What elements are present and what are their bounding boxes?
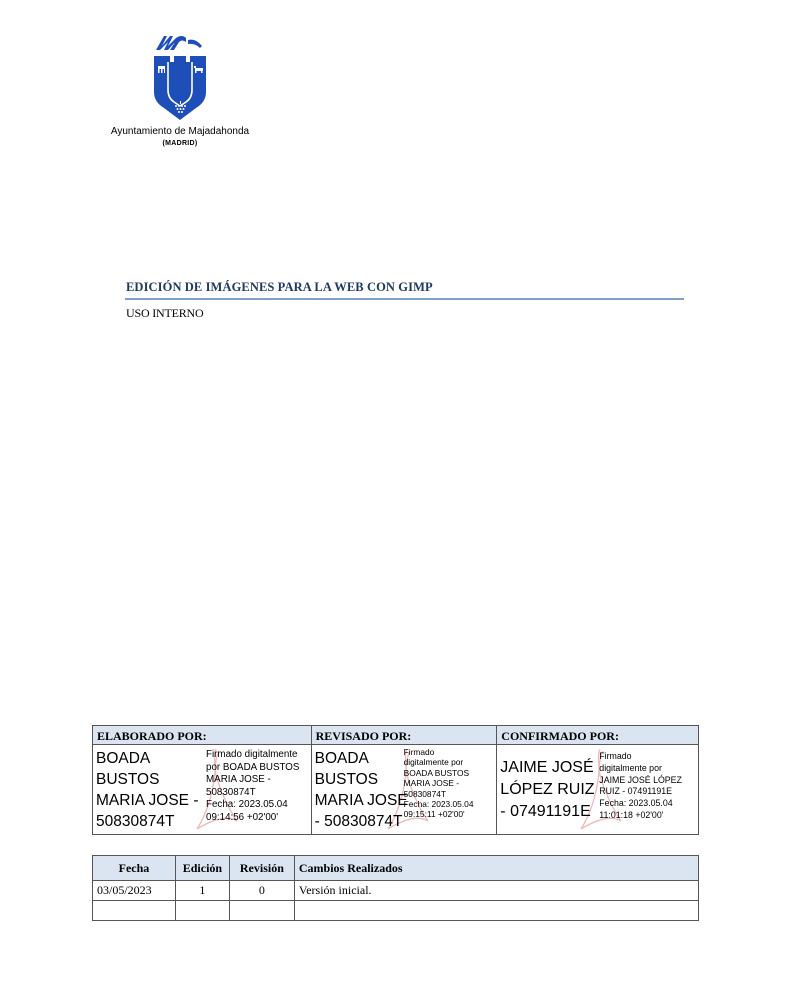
signature-header: REVISADO POR: xyxy=(311,726,497,745)
signature-details: Firmado digitalmente por BOADA BUSTOS MARIA JOSE - 50830874T Fecha: 2023.05.04 09:15:11 +02'00' xyxy=(403,747,474,820)
cell-fecha: 03/05/2023 xyxy=(93,881,176,901)
title-divider xyxy=(125,298,684,300)
column-header-cambios: Cambios Realizados xyxy=(294,856,698,881)
document-title: EDICIÓN DE IMÁGENES PARA LA WEB CON GIMP xyxy=(126,280,433,294)
signature-row xyxy=(93,745,699,835)
organization-region: (MADRID) xyxy=(162,140,198,147)
table-row xyxy=(93,881,699,901)
signature-header: ELABORADO POR: xyxy=(93,726,312,745)
revision-header-row xyxy=(93,856,699,881)
signature-cell-revisado[interactable] xyxy=(311,745,497,835)
signature-details: Firmado digitalmente por BOADA BUSTOS MARIA JOSE - 50830874T Fecha: 2023.05.04 09:14:56 +02'00' xyxy=(206,749,300,823)
cell-cambios: Versión inicial. xyxy=(294,881,698,901)
column-header-fecha: Fecha xyxy=(93,856,176,881)
signature-cell-confirmado[interactable] xyxy=(497,745,699,835)
organization-name: Ayuntamiento de Majadahonda xyxy=(110,126,250,137)
revision-history-table xyxy=(92,855,699,921)
cell-edicion: 1 xyxy=(175,881,229,901)
column-header-revision: Revisión xyxy=(229,856,294,881)
signer-name: BOADA BUSTOS MARIA JOSE - 50830874T xyxy=(314,750,408,830)
signature-cell-elaborado[interactable] xyxy=(93,745,312,835)
column-header-edicion: Edición xyxy=(175,856,229,881)
majadahonda-coat-of-arms-icon xyxy=(152,30,208,122)
signer-name: BOADA BUSTOS MARIA JOSE - 50830874T xyxy=(96,750,199,830)
cell-cambios xyxy=(294,901,698,921)
cell-revision xyxy=(229,901,294,921)
cell-revision: 0 xyxy=(229,881,294,901)
signature-header: CONFIRMADO POR: xyxy=(497,726,699,745)
document-classification: USO INTERNO xyxy=(126,306,204,320)
table-row xyxy=(93,901,699,921)
signer-name: JAIME JOSÉ LÓPEZ RUIZ - 07491191E xyxy=(500,759,595,820)
signature-details: Firmado digitalmente por JAIME JOSÉ LÓPEZ RUIZ - 07491191E Fecha: 2023.05.04 11:01:18 +02'00' xyxy=(599,751,682,820)
signature-table xyxy=(92,725,699,835)
cell-fecha xyxy=(93,901,176,921)
cell-edicion xyxy=(175,901,229,921)
signature-header-row xyxy=(93,726,699,745)
